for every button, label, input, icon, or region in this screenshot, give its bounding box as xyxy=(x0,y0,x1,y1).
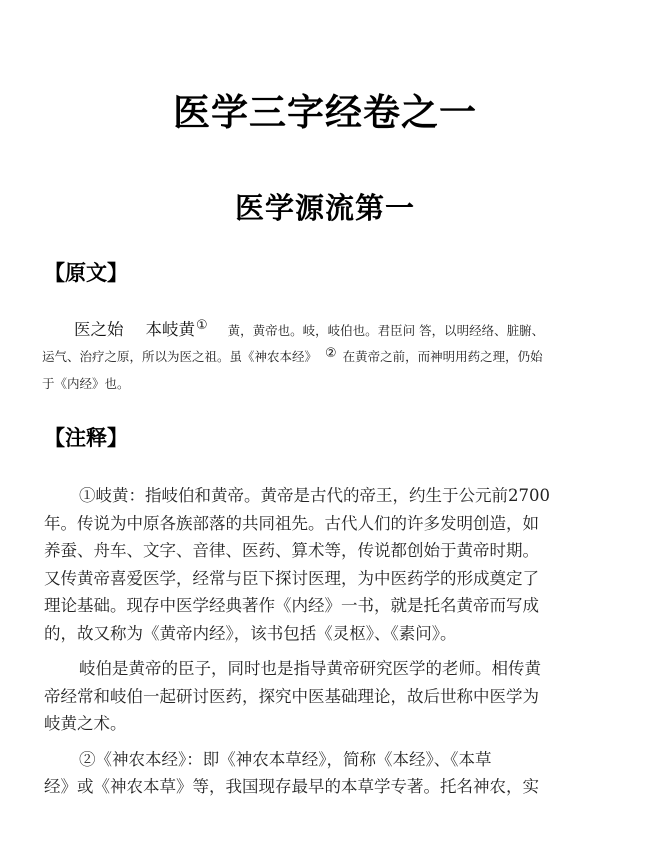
paragraph-spacer xyxy=(44,647,604,655)
note-line: 养蚕、舟车、文字、音律、医药、算术等，传说都创始于黄帝时期。 xyxy=(44,541,539,560)
footnote-marker-1: ① xyxy=(196,318,208,333)
note-line: 的，故又称为《黄帝内经》，该书包括《灵枢》、《素问》。 xyxy=(44,623,457,643)
original-text-block xyxy=(42,312,602,397)
commentary-line-1: 黄，黄帝也。岐，岐伯也。君臣问 答，以明经络、脏腑、 xyxy=(227,323,545,338)
note-line: 帝经常和岐伯一起研讨医药，探究中医基础理论，故后世称中医学为 xyxy=(44,686,539,706)
note-line: 岐黄之术。 xyxy=(44,714,127,733)
note-line: ①岐黄：指岐伯和黄帝。黄帝是古代的帝王，约生于公元前2700 xyxy=(79,486,550,505)
verse-part-1: 医之始 xyxy=(74,320,124,339)
note-paragraph-1 xyxy=(44,482,604,647)
note-line: 理论基础。现存中医学经典著作《内经》一书，就是托名黄帝而写成 xyxy=(44,596,539,615)
commentary-line-4: 于《内经》也。 xyxy=(42,376,130,391)
original-verse-line xyxy=(42,312,602,340)
note-line: 经》或《神农本草》等，我国现存最早的本草学专著。托名神农，实 xyxy=(44,777,539,796)
section-heading-notes: 【注释】 xyxy=(44,426,128,450)
footnote-marker-2: ② xyxy=(325,346,337,361)
section-heading-original: 【原文】 xyxy=(44,261,128,285)
chapter-title: 医学源流第一 xyxy=(234,191,415,225)
note-line: 年。传说为中原各族部落的共同祖先。古代人们的许多发明创造，如 xyxy=(44,513,539,533)
verse-part-2: 本岐黄 xyxy=(145,320,195,339)
commentary-line-3: 在黄帝之前，而神明用药之理，仍始 xyxy=(342,349,543,364)
notes-block xyxy=(44,482,604,801)
note-line: 又传黄帝喜爱医学，经常与臣下探讨医理，为中医药学的形成奠定了 xyxy=(44,568,539,588)
document-title: 医学三字经卷之一 xyxy=(173,91,477,134)
note-paragraph-2 xyxy=(44,655,604,738)
commentary-line-2-row xyxy=(42,340,602,370)
note-line: ②《神农本经》：即《神农本草经》，简称《本经》、《本草 xyxy=(79,749,492,769)
note-paragraph-3 xyxy=(44,746,604,801)
commentary-line-4-row xyxy=(42,370,602,397)
note-line: 岐伯是黄帝的臣子，同时也是指导黄帝研究医学的老师。相传黄 xyxy=(79,659,541,678)
paragraph-spacer xyxy=(44,738,604,746)
commentary-line-2: 运气、治疗之原，所以为医之祖。虽《神农本经》 xyxy=(42,349,318,364)
